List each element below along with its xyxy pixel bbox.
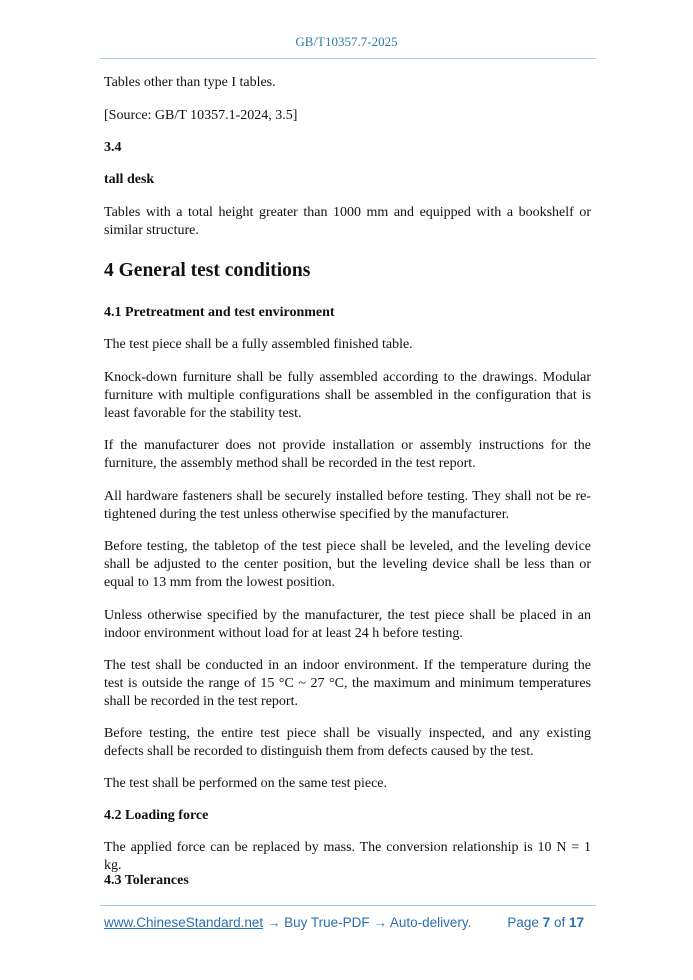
page-label: Page <box>507 915 539 930</box>
paragraph: Before testing, the tabletop of the test piece shall be leveled, and the leveling device shall be adjusted to the center position, but the leveling device shall be less than or equal to 13 mm from the lowest position. <box>104 539 591 590</box>
of-label: of <box>553 915 566 930</box>
term: tall desk <box>104 172 155 187</box>
subsection-heading: 4.2 Loading force <box>104 808 209 823</box>
subsection-heading: 4.1 Pretreatment and test environment <box>104 305 335 320</box>
paragraph: If the manufacturer does not provide installation or assembly instructions for the furniture, the assembly method shall be recorded in the test report. <box>104 438 591 471</box>
term-number: 3.4 <box>104 140 122 155</box>
paragraph: Tables other than type I tables. <box>104 75 276 90</box>
page-number: 7 <box>542 915 551 930</box>
header-doc-id: GB/T10357.7-2025 <box>295 34 398 49</box>
source-note: [Source: GB/T 10357.1-2024, 3.5] <box>104 108 298 123</box>
footer-divider <box>100 905 596 906</box>
paragraph: Unless otherwise specified by the manufacturer, the test piece shall be placed in an indoor environment without load for at least 24 h before testing. <box>104 608 591 641</box>
paragraph: All hardware fasteners shall be securely installed before testing. They shall not be re-tightened during the test unless otherwise specified by the manufacturer. <box>104 489 591 522</box>
term-definition: Tables with a total height greater than 1000 mm and equipped with a bookshelf or similar structure. <box>104 205 591 238</box>
footer-text: → Buy True-PDF → Auto-delivery. <box>263 915 472 930</box>
website-link[interactable]: www.ChineseStandard.net <box>104 915 264 930</box>
paragraph: The test piece shall be a fully assembled finished table. <box>104 337 413 352</box>
header-divider <box>100 58 596 59</box>
page-indicator <box>507 915 584 930</box>
section-heading: 4 General test conditions <box>104 260 311 281</box>
paragraph: The test shall be conducted in an indoor environment. If the temperature during the test is outside the range of 15 °C ~ 27 °C, the maximum and minimum temperatures shall be recorded in the test report. <box>104 658 591 709</box>
paragraph: The test shall be performed on the same test piece. <box>104 776 388 791</box>
footer <box>104 915 589 930</box>
subsection-heading: 4.3 Tolerances <box>104 873 189 888</box>
paragraph: Before testing, the entire test piece shall be visually inspected, and any existing defects shall be recorded to distinguish them from defects caused by the test. <box>104 726 591 759</box>
page-total: 17 <box>568 915 584 930</box>
paragraph: The applied force can be replaced by mass. The conversion relationship is 10 N = 1 kg. <box>104 840 591 873</box>
paragraph: Knock-down furniture shall be fully assembled according to the drawings. Modular furniture with multiple configurations shall be assembled in the configuration that is least favorable for the stability test. <box>104 370 591 421</box>
